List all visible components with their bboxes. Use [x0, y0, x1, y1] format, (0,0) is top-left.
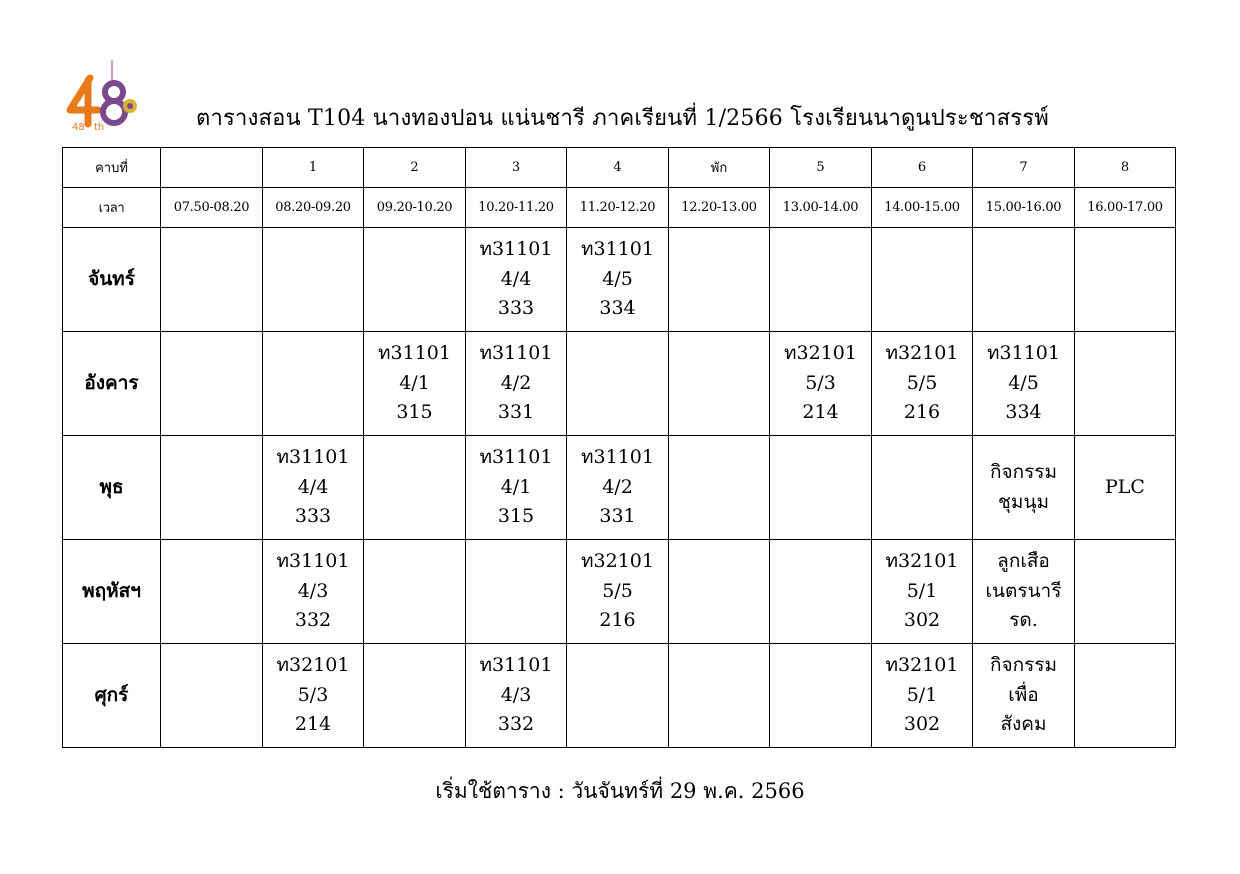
slot-line: ท31101 — [479, 446, 553, 469]
class-slot — [973, 436, 1075, 540]
slot-line: ท31101 — [987, 342, 1060, 365]
slot-line: 334 — [599, 297, 636, 320]
timetable — [62, 147, 1176, 748]
period-number: 7 — [973, 148, 1075, 188]
day-name: พฤหัสฯ — [63, 540, 161, 644]
time-slot: 15.00-16.00 — [973, 188, 1075, 228]
slot-line: 4/3 — [297, 579, 329, 602]
schedule-title: ตารางสอน T104 นางทองปอน แน่นชารี ภาคเรียนที่ 1/2566 โรงเรียนนาดูนประชาสรรพ์ — [196, 106, 1049, 131]
slot-line: 5/5 — [602, 579, 633, 602]
class-slot — [567, 436, 669, 540]
class-slot — [973, 332, 1075, 436]
slot-line: 4/3 — [500, 683, 532, 706]
time-slot: 13.00-14.00 — [770, 188, 872, 228]
time-slot: 07.50-08.20 — [161, 188, 263, 228]
period-number: 3 — [466, 148, 567, 188]
slot-line: ท31101 — [276, 446, 350, 469]
slot-line: 4/1 — [399, 371, 430, 394]
empty-slot — [161, 436, 263, 540]
class-slot — [567, 228, 669, 332]
time-slot: 14.00-15.00 — [872, 188, 973, 228]
slot-line: ท31101 — [378, 342, 451, 365]
period-number — [161, 148, 263, 188]
slot-line: 315 — [396, 401, 433, 424]
slot-line: ท31101 — [479, 238, 553, 261]
empty-slot — [161, 644, 263, 748]
slot-line: 5/3 — [805, 371, 836, 394]
empty-slot — [364, 228, 466, 332]
slot-line: 214 — [294, 713, 332, 736]
slot-line: ท32101 — [885, 342, 959, 365]
slot-line: ท31101 — [581, 238, 654, 261]
class-slot — [973, 540, 1075, 644]
class-slot — [770, 332, 872, 436]
slot-line: 333 — [497, 297, 535, 320]
slot-line: 331 — [599, 505, 636, 528]
slot-line: 332 — [497, 713, 535, 736]
day-row — [63, 540, 1176, 644]
empty-slot — [1075, 332, 1176, 436]
day-name: อังคาร — [63, 332, 161, 436]
time-slot: 09.20-10.20 — [364, 188, 466, 228]
empty-slot — [466, 540, 567, 644]
slot-line: 214 — [802, 401, 839, 424]
slot-line: 315 — [497, 505, 535, 528]
day-name: ศุกร์ — [63, 644, 161, 748]
slot-line: 5/3 — [297, 683, 329, 706]
slot-line: 302 — [903, 713, 941, 736]
time-slot: 10.20-11.20 — [466, 188, 567, 228]
slot-line: 216 — [903, 401, 941, 424]
class-slot — [466, 228, 567, 332]
empty-slot — [770, 436, 872, 540]
period-label: คาบที่ — [63, 148, 161, 188]
slot-line: ลูกเสือ — [997, 550, 1050, 573]
period-number: 5 — [770, 148, 872, 188]
day-name: จันทร์ — [63, 228, 161, 332]
time-label: เวลา — [63, 188, 161, 228]
empty-slot — [770, 644, 872, 748]
slot-line: ท31101 — [581, 446, 654, 469]
time-row — [63, 188, 1176, 228]
empty-slot — [872, 436, 973, 540]
period-number: 8 — [1075, 148, 1176, 188]
empty-slot — [669, 228, 770, 332]
slot-line: 4/5 — [1008, 371, 1039, 394]
class-slot — [263, 540, 364, 644]
time-slot: 11.20-12.20 — [567, 188, 669, 228]
class-slot — [364, 332, 466, 436]
class-slot — [263, 644, 364, 748]
period-number: 6 — [872, 148, 973, 188]
day-row — [63, 436, 1176, 540]
day-row — [63, 644, 1176, 748]
day-row — [63, 332, 1176, 436]
class-slot — [872, 540, 973, 644]
class-slot — [466, 644, 567, 748]
slot-line: 4/2 — [602, 475, 633, 498]
start-date-note: เริ่มใช้ตาราง : วันจันทร์ที่ 29 พ.ค. 2566 — [435, 779, 805, 803]
slot-line: 4/4 — [297, 475, 329, 498]
class-slot — [872, 332, 973, 436]
empty-slot — [364, 644, 466, 748]
empty-slot — [770, 540, 872, 644]
class-slot — [872, 644, 973, 748]
time-slot: 12.20-13.00 — [669, 188, 770, 228]
class-slot — [466, 332, 567, 436]
slot-line: ท32101 — [276, 654, 350, 677]
slot-line: 4/5 — [602, 267, 633, 290]
empty-slot — [567, 332, 669, 436]
slot-line: ท32101 — [581, 550, 654, 573]
class-slot — [466, 436, 567, 540]
empty-slot — [263, 332, 364, 436]
slot-line: กิจกรรม — [989, 654, 1058, 677]
slot-line: 5/5 — [906, 371, 938, 394]
slot-line: 334 — [1005, 401, 1042, 424]
slot-line: ท31101 — [479, 342, 553, 365]
period-row — [63, 148, 1176, 188]
day-row — [63, 228, 1176, 332]
svg-text:48: 48 — [72, 122, 85, 133]
empty-slot — [364, 540, 466, 644]
empty-slot — [669, 540, 770, 644]
slot-line: 5/1 — [906, 579, 938, 602]
slot-line: 4/4 — [500, 267, 532, 290]
slot-line: รด. — [1009, 609, 1038, 632]
slot-line: ท31101 — [479, 654, 553, 677]
empty-slot — [669, 644, 770, 748]
class-slot — [973, 644, 1075, 748]
slot-line: 4/2 — [500, 371, 532, 394]
empty-slot — [1075, 644, 1176, 748]
slot-line: ท32101 — [784, 342, 857, 365]
time-slot: 08.20-09.20 — [263, 188, 364, 228]
period-number: พัก — [669, 148, 770, 188]
svg-text:th: th — [94, 122, 105, 133]
slot-line: 332 — [294, 609, 332, 632]
slot-line: PLC — [1105, 475, 1145, 498]
empty-slot — [161, 540, 263, 644]
empty-slot — [973, 228, 1075, 332]
period-number: 2 — [364, 148, 466, 188]
slot-line: ชุมนุม — [998, 490, 1049, 513]
empty-slot — [770, 228, 872, 332]
slot-line: ท32101 — [885, 550, 959, 573]
empty-slot — [364, 436, 466, 540]
slot-line: เพื่อ — [1008, 683, 1039, 706]
slot-line: 4/1 — [500, 475, 532, 498]
empty-slot — [161, 332, 263, 436]
empty-slot — [1075, 228, 1176, 332]
class-slot — [567, 540, 669, 644]
empty-slot — [872, 228, 973, 332]
slot-line: สังคม — [1000, 713, 1047, 736]
slot-line: 331 — [497, 401, 535, 424]
period-number: 1 — [263, 148, 364, 188]
empty-slot — [669, 436, 770, 540]
class-slot — [263, 436, 364, 540]
empty-slot — [669, 332, 770, 436]
slot-line: ท32101 — [885, 654, 959, 677]
class-slot — [1075, 436, 1176, 540]
time-slot: 16.00-17.00 — [1075, 188, 1176, 228]
empty-slot — [263, 228, 364, 332]
period-number: 4 — [567, 148, 669, 188]
empty-slot — [161, 228, 263, 332]
empty-slot — [567, 644, 669, 748]
slot-line: กิจกรรม — [989, 461, 1058, 483]
day-name: พุธ — [63, 436, 161, 540]
slot-line: 302 — [903, 609, 941, 632]
slot-line: เนตรนารี — [985, 579, 1062, 602]
school-logo — [64, 58, 142, 134]
empty-slot — [1075, 540, 1176, 644]
slot-line: 5/1 — [906, 683, 938, 706]
slot-line: 216 — [599, 609, 636, 632]
slot-line: 333 — [294, 505, 332, 528]
slot-line: ท31101 — [276, 550, 350, 573]
